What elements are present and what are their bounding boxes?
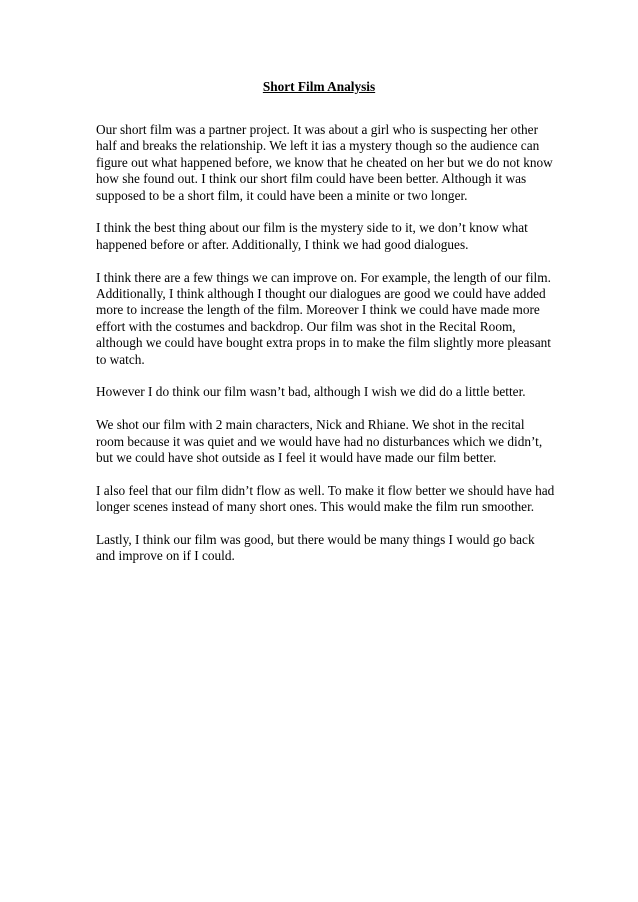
text-line: figure out what happened before, we know that he cheated on her but we do not know [96, 154, 553, 170]
text-line: supposed to be a short film, it could have been a minite or two longer. [96, 187, 468, 203]
text-line: how she found out. I think our short film could have been better. Although it was [96, 171, 527, 187]
text-line: half and breaks the relationship. We left it ias a mystery though so the audience can [96, 138, 540, 154]
text-line: effort with the costumes and backdrop. Our film was shot in the Recital Room, [96, 318, 516, 334]
document-title: Short Film Analysis [262, 79, 376, 94]
text-line: longer scenes instead of many short ones. This would make the film run smoother. [96, 499, 535, 515]
text-line: I think the best thing about our film is the mystery side to it, we don’t know what [96, 220, 528, 236]
text-line: However I do think our film wasn’t bad, although I wish we did do a little better. [96, 384, 526, 400]
document-body [96, 122, 555, 581]
paragraph-6 [96, 482, 555, 516]
text-line: and improve on if I could. [96, 548, 235, 564]
paragraph-2 [96, 220, 546, 253]
paragraph-7 [96, 532, 546, 565]
text-line: We shot our film with 2 main characters, Nick and Rhiane. We shot in the recital [96, 417, 525, 433]
paragraph-4 [96, 384, 546, 400]
paragraph-3 [96, 269, 551, 368]
text-line: but we could have shot outside as I feel it would have made our film better. [96, 450, 497, 466]
text-line: I also feel that our film didn’t flow as well. To make it flow better we should have had [96, 482, 555, 498]
text-line: I think there are a few things we can improve on. For example, the length of our film. [96, 269, 551, 285]
text-line: room because it was quiet and we would have had no disturbances which we didn’t, [96, 433, 543, 449]
paragraph-1 [96, 122, 553, 204]
text-line: Additionally, I think although I thought our dialogues are good we could have added [96, 286, 546, 302]
text-line: happened before or after. Additionally, I think we had good dialogues. [96, 236, 469, 252]
text-line: more to increase the length of the film. Moreover I think we could have made more [96, 302, 540, 318]
text-line: to watch. [96, 351, 145, 367]
text-line: Our short film was a partner project. It was about a girl who is suspecting her other [96, 122, 539, 137]
paragraph-5 [96, 417, 546, 466]
text-line: Lastly, I think our film was good, but there would be many things I would go back [96, 532, 535, 548]
text-line: although we could have bought extra props in to make the film slightly more pleasant [96, 335, 551, 351]
